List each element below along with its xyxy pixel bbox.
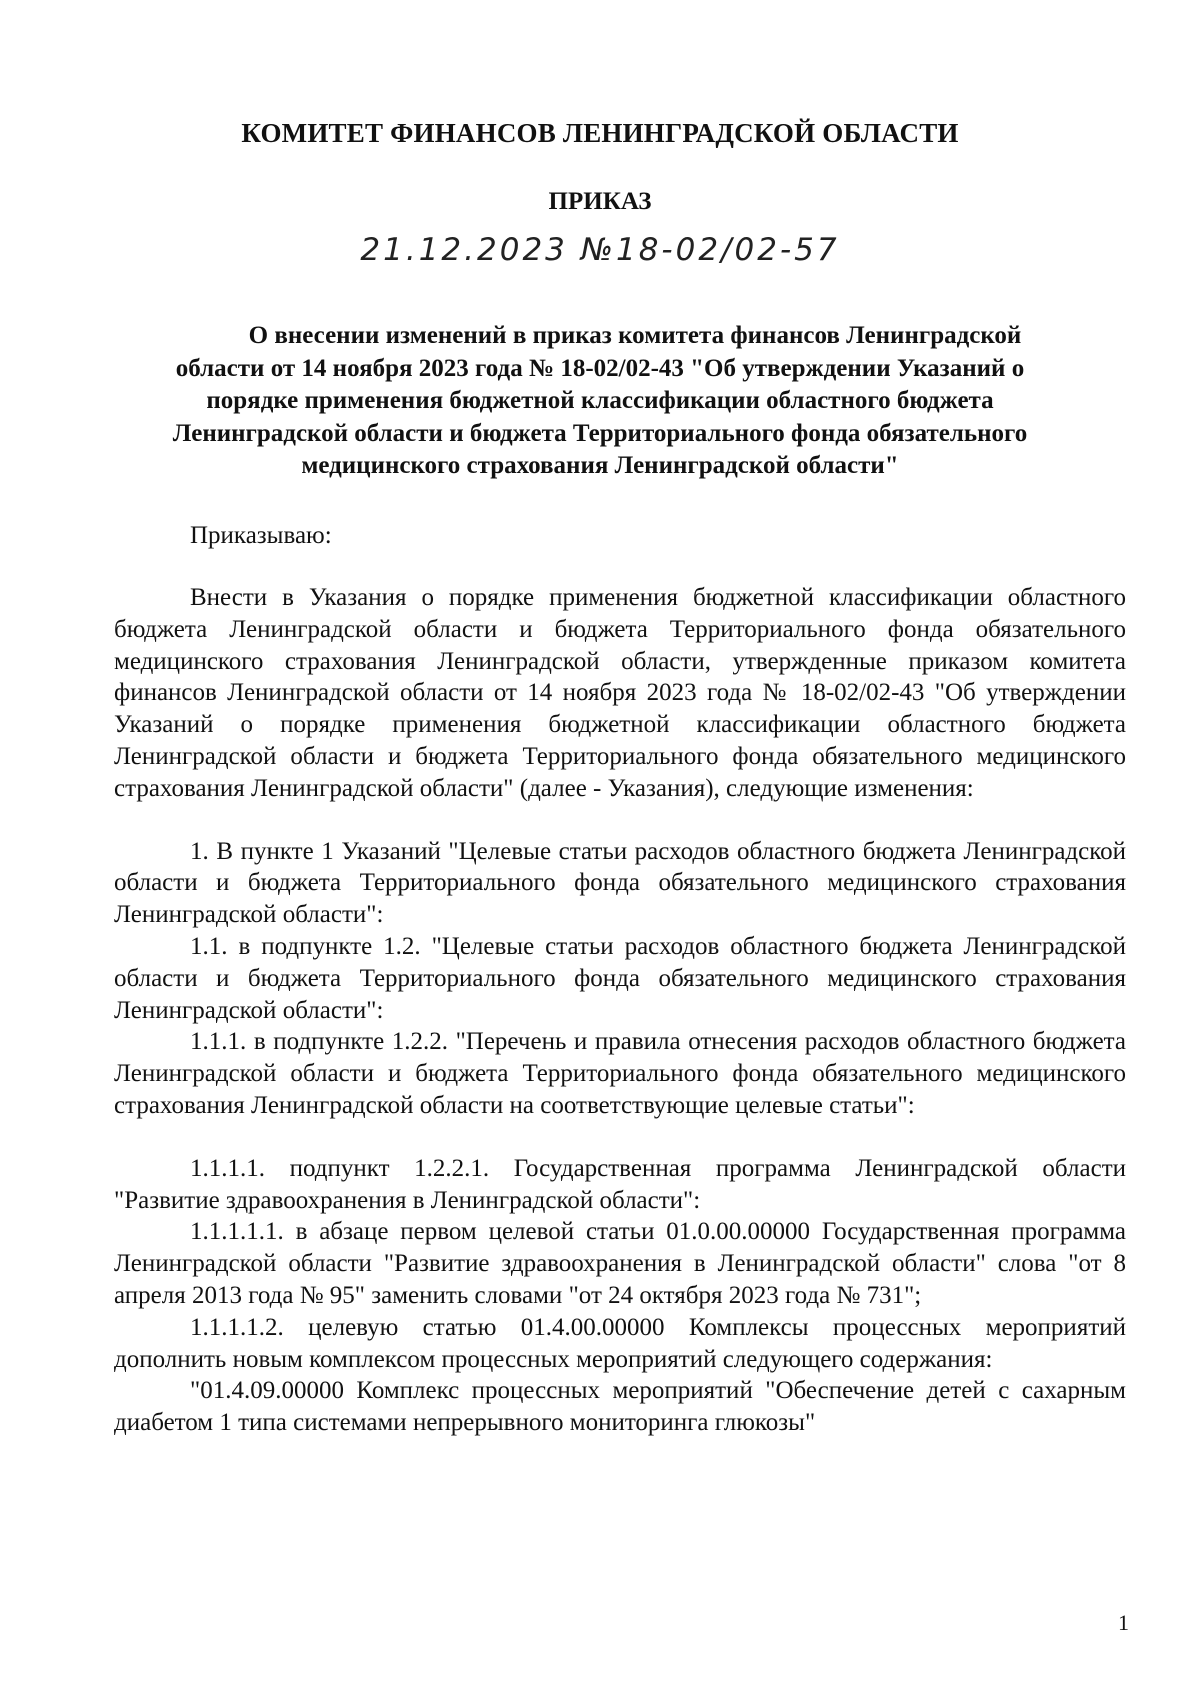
subject-line: Ленинградской области и бюджета Территориального фонда обязательного xyxy=(172,419,1028,447)
order-subject xyxy=(120,320,1080,483)
order-body xyxy=(114,582,1126,1439)
subject-line: медицинского страхования Ленинградской области" xyxy=(301,452,899,479)
paragraph-item-1-1-1-1: 1.1.1.1. подпункт 1.2.2.1. Государственная программа Ленинградской области "Развитие здравоохранения в Ленинградской области": xyxy=(114,1154,1126,1214)
document-type-heading: ПРИКАЗ xyxy=(548,188,652,215)
subject-line: О внесении изменений в приказ комитета финансов Ленинградской xyxy=(248,322,1022,349)
paragraph-item-1-1-1: 1.1.1. в подпункте 1.2.2. "Перечень и правила отнесения расходов областного бюджета Ленинградской области и бюджета Территориального фонда обязательного медицинского страхования Ленинградской области на соответствующие целевые статьи": xyxy=(114,1028,1126,1119)
order-directive: Приказываю: xyxy=(190,522,332,549)
paragraph-item-1-1: 1.1. в подпункте 1.2. "Целевые статьи расходов областного бюджета Ленинградской области и бюджета Территориального фонда обязательного медицинского страхования Ленинградской области": xyxy=(114,932,1126,1024)
page-number: 1 xyxy=(1118,1610,1129,1635)
paragraph-item-1: 1. В пункте 1 Указаний "Целевые статьи расходов областного бюджета Ленинградской области и бюджета Территориального фонда обязательного медицинского страхования Ленинградской области": xyxy=(114,837,1126,929)
handwritten-date-number: 21.12.2023 №18-02/02-57 xyxy=(360,232,840,268)
subject-line: порядке применения бюджетной классификации областного бюджета xyxy=(206,387,994,414)
subject-line: области от 14 ноября 2023 года № 18-02/02-43 "Об утверждении Указаний о xyxy=(175,354,1025,382)
paragraph-intro: Внести в Указания о порядке применения бюджетной классификации областного бюджета Ленинградской области и бюджета Территориального фонда обязательного медицинского страхования Ленинградской области, утвержденные приказом комитета финансов Ленинградской области от 14 ноября 2023 года № 18-02/02-43 "Об утверждении Указаний о порядке применения бюджетной классификации областного бюджета Ленинградской области и бюджета Территориального фонда обязательного медицинского страхования Ленинградской области" (далее - Указания), следующие изменения: xyxy=(114,584,1126,802)
organization-title: КОМИТЕТ ФИНАНСОВ ЛЕНИНГРАДСКОЙ ОБЛАСТИ xyxy=(241,118,959,148)
paragraph-item-1-1-1-1-2: 1.1.1.1.2. целевую статью 01.4.00.00000 Комплексы процессных мероприятий дополнить новым комплексом процессных мероприятий следующего содержания: xyxy=(114,1313,1126,1373)
paragraph-new-target-article: "01.4.09.00000 Комплекс процессных мероприятий "Обеспечение детей с сахарным диабетом 1 типа системами непрерывного мониторинга глюкозы" xyxy=(114,1377,1126,1437)
paragraph-item-1-1-1-1-1: 1.1.1.1.1. в абзаце первом целевой статьи 01.0.00.00000 Государственная программа Ленинградской области "Развитие здравоохранения в Ленинградской области" слова "от 8 апреля 2013 года № 95" заменить словами "от 24 октября 2023 года № 731"; xyxy=(114,1218,1126,1309)
